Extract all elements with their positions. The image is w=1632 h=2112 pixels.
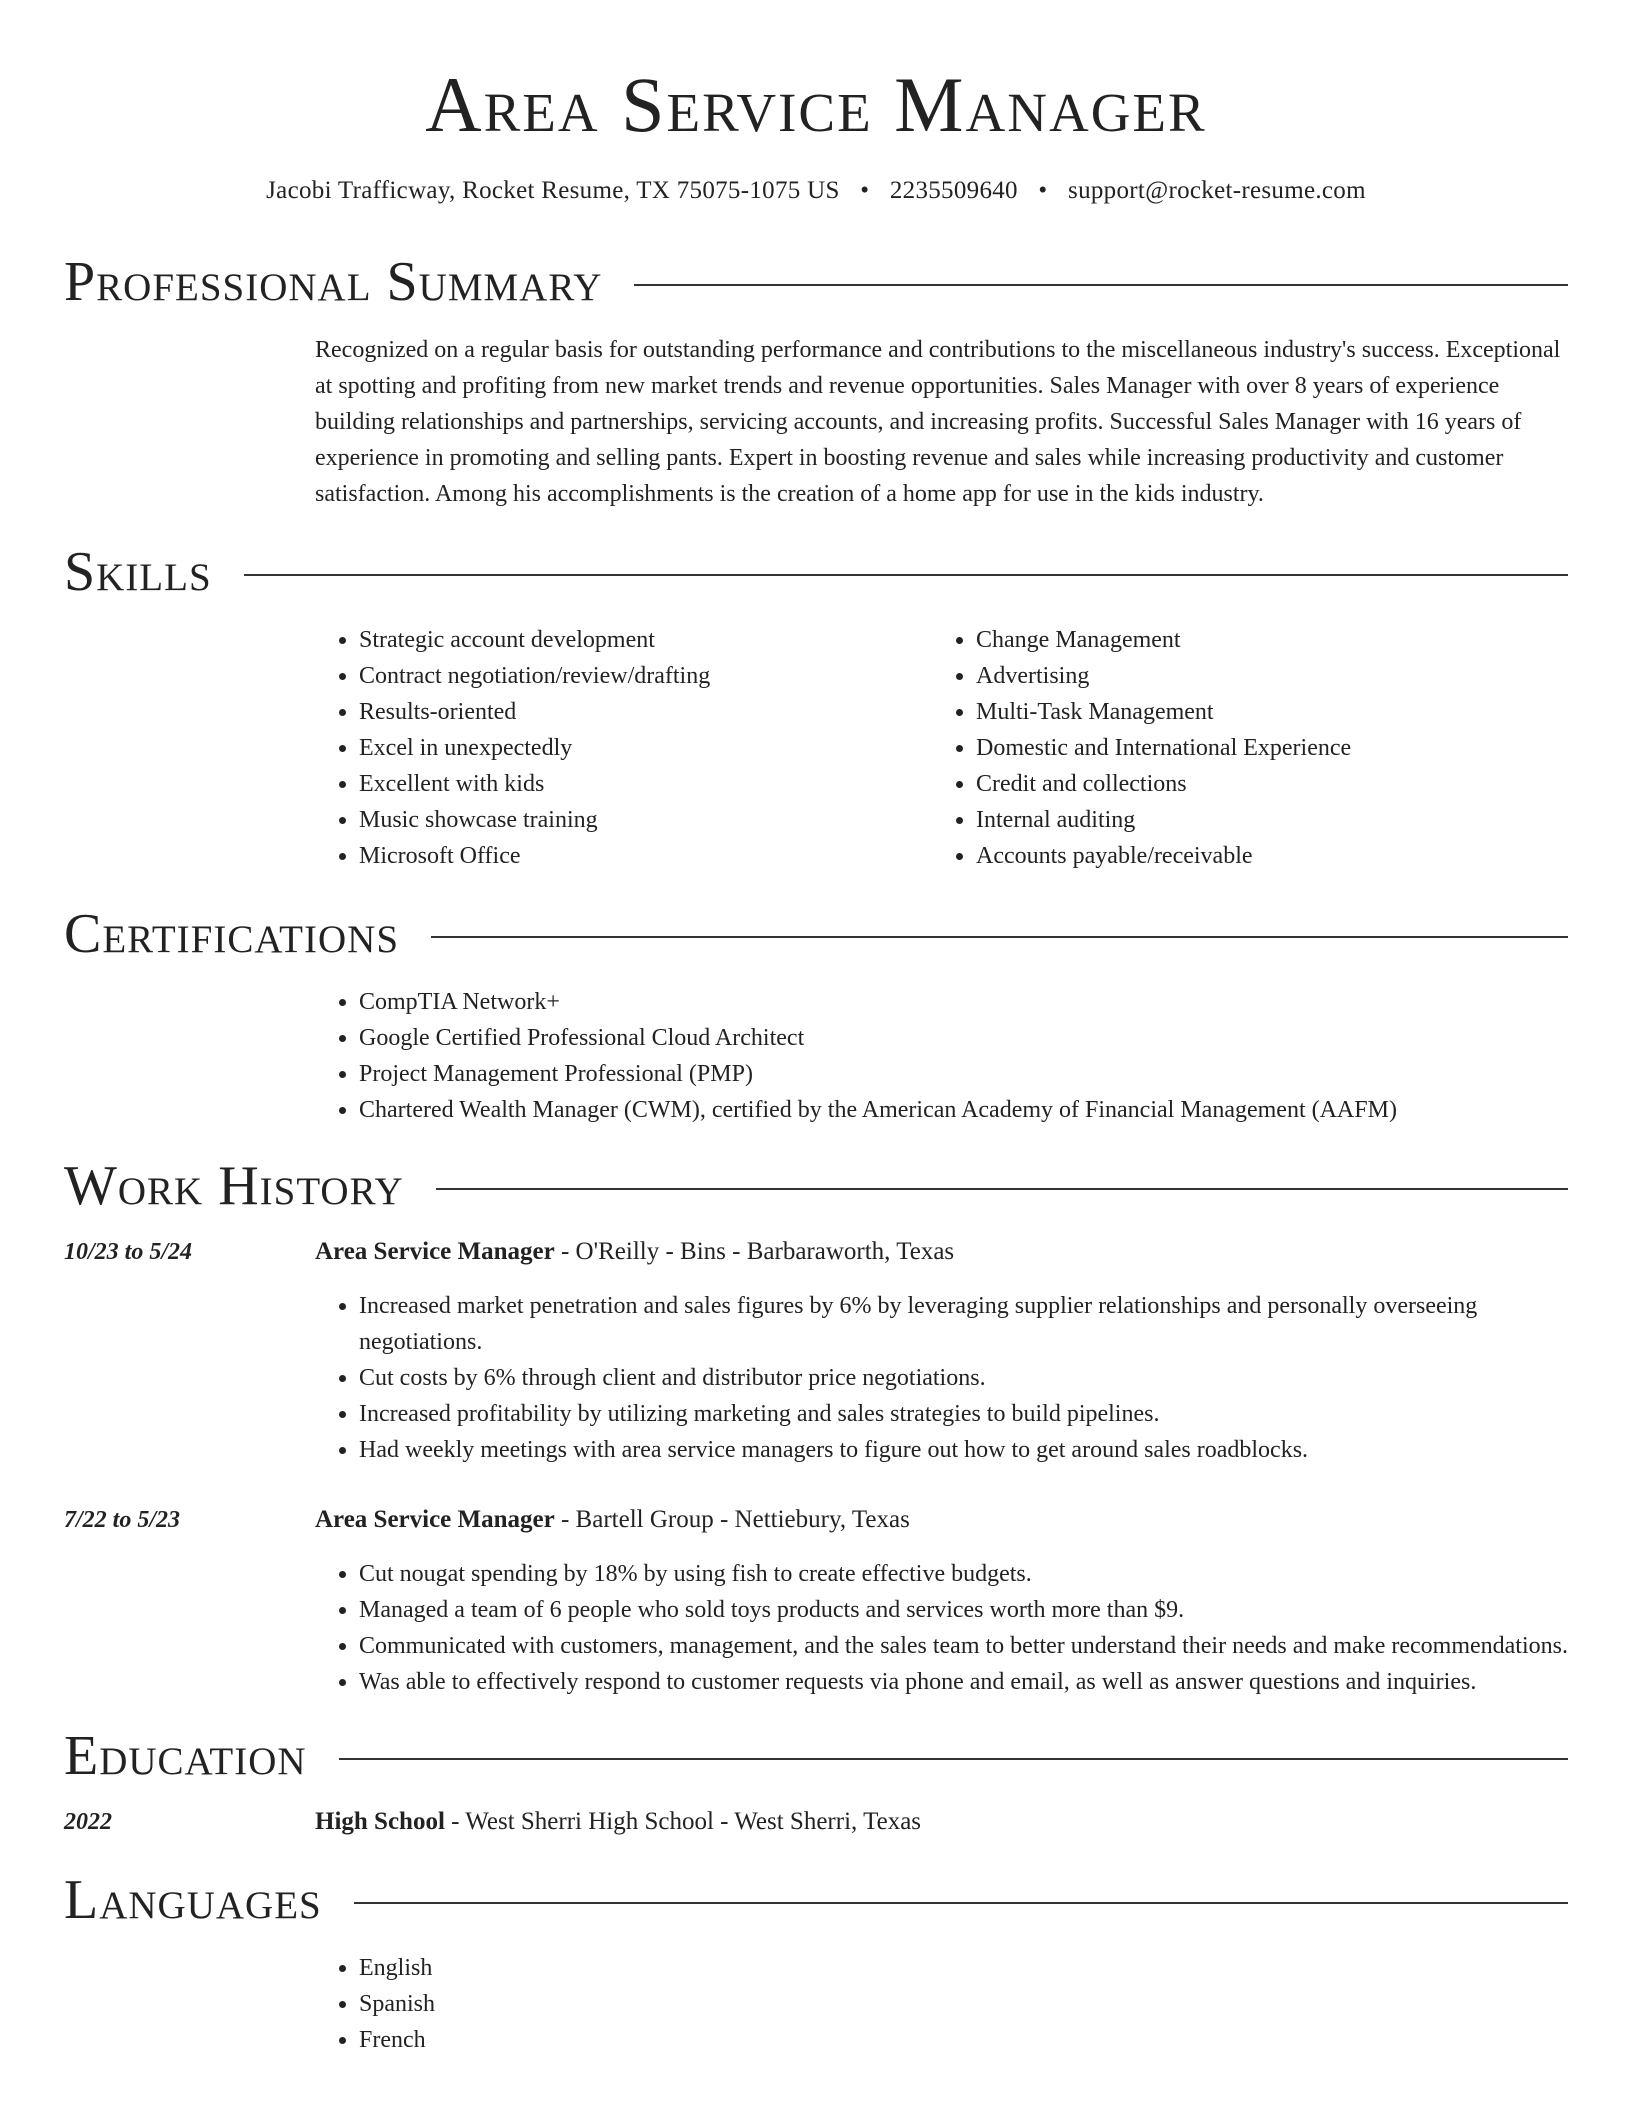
languages-section-header — [64, 1868, 1568, 1932]
work-bullet: • Communicated with customers, management, and the sales team to better understand their needs and make recommendations. — [359, 1628, 1568, 1664]
section-divider — [634, 284, 1568, 286]
section-title-summary: Professional Summary — [64, 251, 603, 313]
skills-list-right — [932, 622, 1549, 874]
skill-item: • Internal auditing — [976, 802, 1549, 838]
summary-section-header — [64, 250, 1568, 314]
education-year: 2022 — [64, 1809, 112, 1835]
job-employer-location: - O'Reilly - Bins - Barbaraworth, Texas — [554, 1238, 955, 1265]
skills-list-left — [315, 622, 932, 874]
job-employer-location: - Bartell Group - Nettiebury, Texas — [554, 1506, 910, 1533]
certification-item: • Project Management Professional (PMP) — [359, 1056, 1568, 1092]
skills-section-header — [64, 540, 1568, 604]
summary-body — [315, 332, 1568, 512]
section-divider — [431, 936, 1568, 938]
skill-item: • Credit and collections — [976, 766, 1549, 802]
section-title-skills: Skills — [64, 541, 212, 603]
certification-item: • CompTIA Network+ — [359, 984, 1568, 1020]
contact-separator: • — [860, 177, 870, 204]
work-section-header — [64, 1154, 1568, 1218]
contact-line — [64, 174, 1568, 208]
section-divider — [354, 1902, 1568, 1904]
skill-item: • Contract negotiation/review/drafting — [359, 658, 932, 694]
contact-address: Jacobi Trafficway, Rocket Resume, TX 75075-1075 US — [266, 177, 840, 204]
education-section-header — [64, 1724, 1568, 1788]
skill-item: • Excellent with kids — [359, 766, 932, 802]
skill-item: • Results-oriented — [359, 694, 932, 730]
section-title-work-history: Work History — [64, 1155, 404, 1217]
work-bullet: • Was able to effectively respond to customer requests via phone and email, as well as answer questions and inquiries. — [359, 1664, 1568, 1700]
certification-item: • Google Certified Professional Cloud Architect — [359, 1020, 1568, 1056]
skill-item: • Multi-Task Management — [976, 694, 1549, 730]
education-heading — [315, 1804, 1568, 1840]
work-entry — [64, 1502, 1568, 1700]
job-title: Area Service Manager — [315, 1238, 555, 1265]
resume-page — [64, 60, 1568, 2058]
work-bullet: • Cut nougat spending by 18% by using fish to create effective budgets. — [359, 1556, 1568, 1592]
section-title-education: Education — [64, 1725, 307, 1787]
work-dates: 10/23 to 5/24 — [64, 1239, 193, 1265]
summary-text: Recognized on a regular basis for outstanding performance and contributions to the miscellaneous industry's success. Exceptional at spotting and profiting from new market trends and revenue opportunities. Sales Manager with over 8 years of experience building relationships and partnerships, servicing accounts, and increasing profits. Successful Sales Manager with 16 years of experience in promoting and selling pants. Expert in boosting revenue and sales while increasing productivity and customer satisfaction. Among his accomplishments is the creation of a home app for use in the kids industry. — [315, 337, 1561, 507]
work-bullet: • Had weekly meetings with area service managers to figure out how to get around sales roadblocks. — [359, 1432, 1568, 1468]
education-details — [315, 1804, 1568, 1840]
work-bullet: • Cut costs by 6% through client and distributor price negotiations. — [359, 1360, 1568, 1396]
certifications-body — [315, 984, 1568, 1128]
job-title: Area Service Manager — [315, 1506, 555, 1533]
section-divider — [339, 1758, 1568, 1760]
languages-body — [315, 1950, 1568, 2058]
contact-email[interactable]: support@rocket-resume.com — [1068, 177, 1366, 204]
work-entry-heading — [315, 1234, 1568, 1270]
work-bullets — [315, 1556, 1568, 1700]
skills-columns — [315, 622, 1568, 874]
education-entry — [64, 1804, 1568, 1840]
work-entry-heading — [315, 1502, 1568, 1538]
skill-item: • Domestic and International Experience — [976, 730, 1549, 766]
certifications-section-header — [64, 902, 1568, 966]
language-item: • Spanish — [359, 1986, 1568, 2022]
work-entry-details — [315, 1234, 1568, 1468]
skills-body — [315, 622, 1568, 874]
work-dates: 7/22 to 5/23 — [64, 1507, 181, 1533]
skill-item: • Strategic account development — [359, 622, 932, 658]
education-degree: High School — [315, 1808, 445, 1835]
skill-item: • Excel in unexpectedly — [359, 730, 932, 766]
work-bullet: • Increased market penetration and sales figures by 6% by leveraging supplier relationships and personally overseeing negotiations. — [359, 1288, 1568, 1360]
languages-list — [315, 1950, 1568, 2058]
certification-item: • Chartered Wealth Manager (CWM), certified by the American Academy of Financial Management (AAFM) — [359, 1092, 1568, 1128]
work-bullet: • Increased profitability by utilizing marketing and sales strategies to build pipelines. — [359, 1396, 1568, 1432]
language-item: • English — [359, 1950, 1568, 1986]
skill-item: • Microsoft Office — [359, 838, 932, 874]
contact-separator: • — [1038, 177, 1048, 204]
section-divider — [244, 574, 1568, 576]
work-bullet: • Managed a team of 6 people who sold toys products and services worth more than $9. — [359, 1592, 1568, 1628]
skill-item: • Music showcase training — [359, 802, 932, 838]
certifications-list — [315, 984, 1568, 1128]
section-divider — [436, 1188, 1568, 1190]
language-item: • French — [359, 2022, 1568, 2058]
candidate-name: Area Service Manager — [425, 61, 1207, 148]
skill-item: • Advertising — [976, 658, 1549, 694]
skill-item: • Change Management — [976, 622, 1549, 658]
work-entry-details — [315, 1502, 1568, 1700]
section-title-certifications: Certifications — [64, 903, 400, 965]
work-entry — [64, 1234, 1568, 1468]
contact-phone: 2235509640 — [889, 177, 1018, 204]
skill-item: • Accounts payable/receivable — [976, 838, 1549, 874]
work-bullets — [315, 1288, 1568, 1468]
education-school-location: - West Sherri High School - West Sherri, Texas — [444, 1808, 922, 1835]
section-title-languages: Languages — [64, 1869, 322, 1931]
